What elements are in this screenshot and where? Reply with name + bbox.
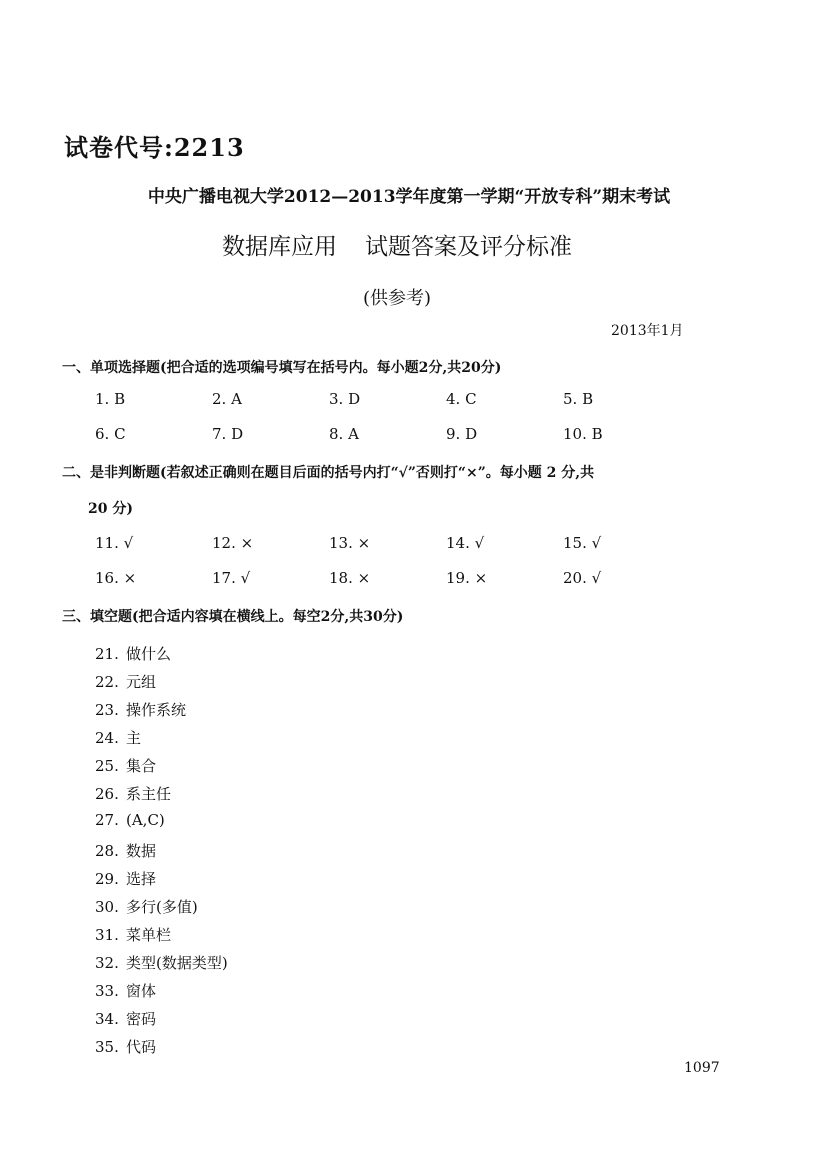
fill-number: 25. bbox=[95, 757, 119, 775]
fill-answer bbox=[95, 868, 156, 889]
fill-answer bbox=[95, 840, 156, 861]
answer-item: 12. × bbox=[212, 534, 254, 552]
fill-number: 28. bbox=[95, 842, 119, 860]
fill-number: 21. bbox=[95, 645, 119, 663]
answer-item: 7. D bbox=[212, 425, 244, 443]
answer-item: 11. √ bbox=[95, 534, 134, 552]
answer-item: 14. √ bbox=[446, 534, 485, 552]
page-number: 1097 bbox=[684, 1060, 720, 1076]
fill-text: 主 bbox=[126, 729, 142, 747]
fill-text: 多行(多值) bbox=[126, 898, 198, 916]
answer-item: 9. D bbox=[446, 425, 478, 443]
answer-item: 19. × bbox=[446, 569, 488, 587]
fill-number: 30. bbox=[95, 898, 119, 916]
fill-number: 33. bbox=[95, 982, 119, 1000]
answer-item: 18. × bbox=[329, 569, 371, 587]
section2-row-1 bbox=[95, 534, 695, 556]
page-title bbox=[0, 228, 794, 261]
answer-item: 1. B bbox=[95, 390, 126, 408]
fill-answer bbox=[95, 755, 156, 776]
fill-number: 27. bbox=[95, 811, 119, 829]
answer-item: 20. √ bbox=[563, 569, 602, 587]
answer-item: 17. √ bbox=[212, 569, 251, 587]
fill-text: (A,C) bbox=[126, 811, 165, 829]
section1-heading: 一、单项选择题(把合适的选项编号填写在括号内。每小题2分,共20分) bbox=[62, 360, 502, 376]
fill-text: 代码 bbox=[126, 1038, 157, 1056]
fill-answer bbox=[95, 671, 156, 692]
title-rest: 试题答案及评分标准 bbox=[365, 234, 572, 260]
fill-text: 集合 bbox=[126, 757, 157, 775]
fill-number: 31. bbox=[95, 926, 119, 944]
exam-code: 试卷代号:2213 bbox=[64, 133, 245, 162]
section2-heading: 二、是非判断题(若叙述正确则在题目后面的括号内打“√”否则打“×”。每小题 2 分,共 bbox=[62, 465, 595, 481]
fill-answer bbox=[95, 924, 171, 945]
section2-row-2 bbox=[95, 569, 695, 591]
fill-text: 数据 bbox=[126, 842, 157, 860]
answer-item: 15. √ bbox=[563, 534, 602, 552]
fill-number: 29. bbox=[95, 870, 119, 888]
fill-text: 操作系统 bbox=[126, 701, 187, 719]
section2-heading-cont: 20 分) bbox=[88, 501, 133, 517]
fill-text: 做什么 bbox=[126, 645, 172, 663]
section1-row-2 bbox=[95, 425, 695, 447]
answer-item: 3. D bbox=[329, 390, 361, 408]
answer-item: 8. A bbox=[329, 425, 359, 443]
fill-answer bbox=[95, 811, 165, 829]
fill-answer bbox=[95, 1008, 156, 1029]
section3-heading: 三、填空题(把合适内容填在横线上。每空2分,共30分) bbox=[62, 609, 404, 625]
answer-item: 16. × bbox=[95, 569, 137, 587]
fill-number: 34. bbox=[95, 1010, 119, 1028]
fill-answer bbox=[95, 896, 198, 917]
fill-number: 23. bbox=[95, 701, 119, 719]
fill-text: 元组 bbox=[126, 673, 157, 691]
university-heading: 中央广播电视大学2012—2013学年度第一学期“开放专科”期末考试 bbox=[147, 187, 671, 207]
answer-item: 13. × bbox=[329, 534, 371, 552]
fill-answer bbox=[95, 643, 171, 664]
fill-answer bbox=[95, 1036, 156, 1057]
fill-number: 24. bbox=[95, 729, 119, 747]
title-course: 数据库应用 bbox=[222, 234, 337, 260]
fill-text: 密码 bbox=[126, 1010, 157, 1028]
fill-text: 选择 bbox=[126, 870, 157, 888]
answer-item: 2. A bbox=[212, 390, 242, 408]
fill-number: 26. bbox=[95, 785, 119, 803]
page-subtitle: (供参考) bbox=[362, 288, 432, 309]
section1-row-1 bbox=[95, 390, 695, 412]
fill-answer bbox=[95, 980, 156, 1001]
fill-number: 35. bbox=[95, 1038, 119, 1056]
answer-item: 10. B bbox=[563, 425, 603, 443]
fill-answer bbox=[95, 699, 186, 720]
fill-number: 32. bbox=[95, 954, 119, 972]
fill-number: 22. bbox=[95, 673, 119, 691]
fill-answer bbox=[95, 727, 141, 748]
exam-date: 2013年1月 bbox=[611, 323, 684, 339]
answer-item: 5. B bbox=[563, 390, 594, 408]
fill-text: 窗体 bbox=[126, 982, 157, 1000]
fill-answer bbox=[95, 952, 228, 973]
fill-text: 菜单栏 bbox=[126, 926, 172, 944]
fill-answer bbox=[95, 783, 171, 804]
fill-text: 类型(数据类型) bbox=[126, 954, 228, 972]
fill-text: 系主任 bbox=[126, 785, 172, 803]
answer-item: 4. C bbox=[446, 390, 477, 408]
answer-item: 6. C bbox=[95, 425, 126, 443]
